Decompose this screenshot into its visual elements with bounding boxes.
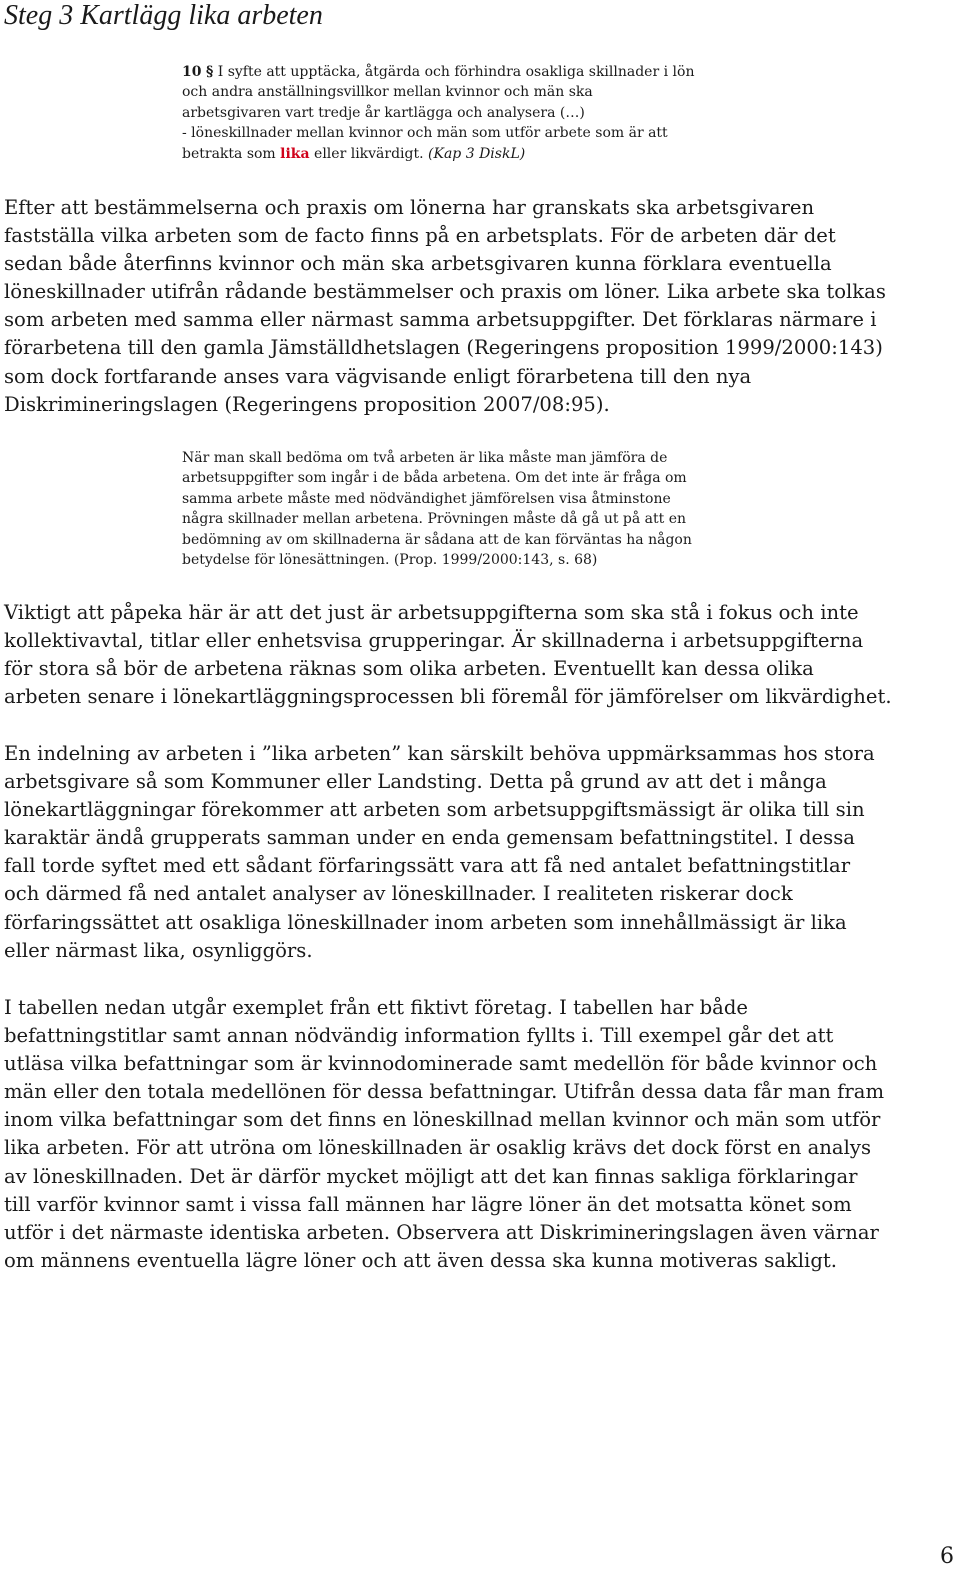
paragraph-line: lika arbeten. För att utröna om löneskillnaden är osaklig krävs det dock först en analys	[4, 1136, 872, 1160]
paragraph-line: eller närmast lika, osynliggörs.	[4, 938, 313, 962]
paragraph-line: arbeten senare i lönekartläggningsprocessen bli föremål för jämförelser om likvärdighet.	[4, 685, 892, 709]
paragraph-line: män eller den totala medellönen för dessa befattningar. Utifrån dessa data får man fram	[4, 1080, 885, 1104]
paragraph-line: fall torde syftet med ett sådant förfaringssätt vara att få ned antalet befattningstitlar	[4, 854, 851, 878]
paragraph-line: I tabellen nedan utgår exemplet från ett fiktivt företag. I tabellen har både	[4, 996, 748, 1019]
paragraph-line: fastställa vilka arbeten som de facto finns på en arbetsplats. För de arbeten där det	[4, 224, 836, 248]
body-paragraph-2	[4, 599, 960, 711]
law-quote-line: arbetsgivaren vart tredje år kartlägga och analysera (…)	[182, 104, 585, 121]
paragraph-line: arbetsgivare så som Kommuner eller Landsting. Detta på grund av att det i många	[4, 770, 827, 794]
quote-line: några skillnader mellan arbetena. Prövningen måste då gå ut på att en	[182, 511, 687, 528]
quote-line: När man skall bedöma om två arbeten är lika måste man jämföra de	[182, 450, 668, 466]
body-paragraph-3	[4, 740, 960, 965]
proposition-quote	[182, 448, 757, 570]
paragraph-line: för stora så bör de arbetena räknas som olika arbeten. Eventuellt kan dessa olika	[4, 657, 814, 681]
quote-line: bedömning av om skillnaderna är sådana att de kan förväntas ha någon	[182, 531, 692, 548]
paragraph-line: Diskrimineringslagen (Regeringens proposition 2007/08:95).	[4, 392, 610, 416]
law-quote-line	[182, 144, 757, 164]
paragraph-line: till varför kvinnor samt i vissa fall männen har lägre löner än det motsatta könet som	[4, 1192, 852, 1216]
law-quote-text: betrakta som	[182, 145, 281, 162]
law-quote-text: eller likvärdigt.	[309, 145, 429, 162]
body-paragraph-4	[4, 994, 960, 1275]
paragraph-sign: §	[205, 64, 214, 80]
body-paragraph-1	[4, 194, 960, 419]
paragraph-line: utför i det närmaste identiska arbeten. Observera att Diskrimineringslagen även värnar	[4, 1220, 879, 1244]
paragraph-line: lönekartläggningar förekommer att arbeten som arbetsuppgiftsmässigt är olika till sin	[4, 798, 865, 822]
quote-line: samma arbete måste med nödvändighet jämförelsen visa åtminstone	[182, 490, 671, 507]
law-quote-line: - löneskillnader mellan kvinnor och män som utför arbete som är att	[182, 125, 668, 142]
paragraph-line: som arbeten med samma eller närmast samma arbetsuppgifter. Det förklaras närmare i	[4, 308, 877, 332]
quote-line: arbetsuppgifter som ingår i de båda arbetena. Om det inte är fråga om	[182, 470, 687, 487]
paragraph-line: av löneskillnaden. Det är därför mycket möjligt att det kan finnas sakliga förklaringar	[4, 1164, 858, 1188]
law-quote	[182, 62, 757, 164]
paragraph-line: sedan både återfinns kvinnor och män ska arbetsgivaren kunna förklara eventuella	[4, 252, 832, 276]
law-quote-text: I syfte att upptäcka, åtgärda och förhindra osakliga skillnader i lön	[213, 64, 695, 80]
paragraph-line: Viktigt att påpeka här är att det just är arbetsuppgifterna som ska stå i fokus och inte	[4, 601, 859, 624]
paragraph-line: utläsa vilka befattningar som är kvinnodominerade samt medellön för både kvinnor och	[4, 1052, 878, 1076]
paragraph-line: befattningstitlar samt annan nödvändig information fyllts i. Till exempel går det att	[4, 1024, 834, 1048]
paragraph-line: förfaringssättet att osakliga löneskillnader inom arbeten som innehållmässigt är lika	[4, 910, 847, 934]
paragraph-line: En indelning av arbeten i ”lika arbeten” kan särskilt behöva uppmärksammas hos stora	[4, 742, 875, 765]
paragraph-line: som dock fortfarande anses vara vägvisande enligt förarbetena till den nya	[4, 364, 752, 388]
paragraph-line: karaktär ändå grupperats samman under en enda gemensam befattningstitel. I dessa	[4, 826, 855, 850]
paragraph-line: kollektivavtal, titlar eller enhetsvisa grupperingar. Är skillnaderna i arbetsuppgifterna	[4, 629, 864, 653]
paragraph-line: och därmed få ned antalet analyser av löneskillnader. I realiteten riskerar dock	[4, 882, 793, 906]
law-quote-line	[182, 62, 757, 82]
paragraph-line: Efter att bestämmelserna och praxis om lönerna har granskats ska arbetsgivaren	[4, 196, 815, 219]
paragraph-line: förarbetena till den gamla Jämställdhetslagen (Regeringens proposition 1999/2000:143)	[4, 336, 883, 360]
page-number: 6	[940, 1544, 954, 1569]
paragraph-line: inom vilka befattningar som det finns en löneskillnad mellan kvinnor och män som utför	[4, 1108, 881, 1132]
highlighted-word: lika	[280, 145, 310, 162]
page-heading: Steg 3 Kartlägg lika arbeten	[4, 0, 323, 31]
law-reference: (Kap 3 DiskL)	[428, 145, 526, 162]
law-quote-line: och andra anställningsvillkor mellan kvinnor och män ska	[182, 84, 593, 101]
quote-line: betydelse för lönesättningen. (Prop. 1999/2000:143, s. 68)	[182, 552, 598, 569]
paragraph-line: om männens eventuella lägre löner och att även dessa ska kunna motiveras sakligt.	[4, 1248, 837, 1272]
paragraph-line: löneskillnader utifrån rådande bestämmelser och praxis om löner. Lika arbete ska tolkas	[4, 280, 886, 304]
paragraph-number: 10	[182, 64, 202, 80]
